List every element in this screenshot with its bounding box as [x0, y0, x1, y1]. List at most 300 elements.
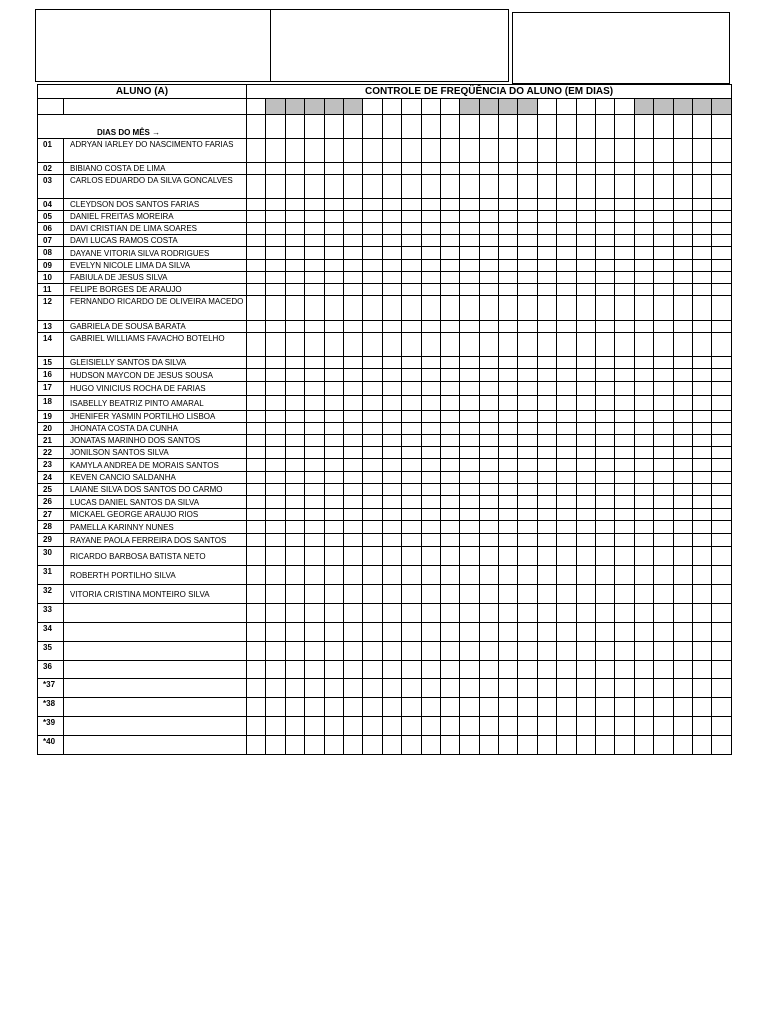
attendance-cell[interactable] — [402, 396, 421, 411]
attendance-cell[interactable] — [363, 211, 382, 223]
attendance-cell[interactable] — [673, 698, 692, 717]
attendance-cell[interactable] — [518, 604, 537, 623]
attendance-cell[interactable] — [402, 175, 421, 199]
attendance-cell[interactable] — [634, 223, 653, 235]
attendance-cell[interactable] — [382, 679, 401, 698]
attendance-cell[interactable] — [343, 211, 362, 223]
attendance-cell[interactable] — [518, 199, 537, 211]
attendance-cell[interactable] — [692, 496, 711, 509]
attendance-cell[interactable] — [537, 175, 556, 199]
attendance-cell[interactable] — [654, 357, 673, 369]
attendance-cell[interactable] — [712, 369, 732, 382]
attendance-cell[interactable] — [421, 717, 440, 736]
attendance-cell[interactable] — [343, 447, 362, 459]
attendance-cell[interactable] — [537, 459, 556, 472]
attendance-cell[interactable] — [285, 423, 304, 435]
attendance-cell[interactable] — [596, 642, 615, 661]
attendance-cell[interactable] — [421, 382, 440, 396]
attendance-cell[interactable] — [537, 272, 556, 284]
attendance-cell[interactable] — [692, 484, 711, 496]
attendance-cell[interactable] — [285, 642, 304, 661]
attendance-cell[interactable] — [576, 396, 595, 411]
attendance-cell[interactable] — [343, 284, 362, 296]
attendance-cell[interactable] — [692, 698, 711, 717]
attendance-cell[interactable] — [324, 566, 343, 585]
attendance-cell[interactable] — [557, 623, 576, 642]
attendance-cell[interactable] — [363, 333, 382, 357]
attendance-cell[interactable] — [576, 411, 595, 423]
attendance-cell[interactable] — [440, 736, 459, 755]
attendance-cell[interactable] — [285, 211, 304, 223]
attendance-cell[interactable] — [382, 642, 401, 661]
attendance-cell[interactable] — [537, 509, 556, 521]
attendance-cell[interactable] — [576, 585, 595, 604]
attendance-cell[interactable] — [440, 521, 459, 534]
attendance-cell[interactable] — [421, 623, 440, 642]
attendance-cell[interactable] — [382, 211, 401, 223]
day-number-cell[interactable] — [382, 115, 401, 139]
attendance-cell[interactable] — [557, 260, 576, 272]
attendance-cell[interactable] — [673, 284, 692, 296]
attendance-cell[interactable] — [673, 175, 692, 199]
attendance-cell[interactable] — [266, 296, 285, 321]
attendance-cell[interactable] — [402, 661, 421, 679]
attendance-cell[interactable] — [343, 260, 362, 272]
attendance-cell[interactable] — [343, 566, 362, 585]
attendance-cell[interactable] — [673, 211, 692, 223]
attendance-cell[interactable] — [576, 484, 595, 496]
attendance-cell[interactable] — [421, 604, 440, 623]
attendance-cell[interactable] — [712, 235, 732, 247]
attendance-cell[interactable] — [673, 521, 692, 534]
attendance-cell[interactable] — [440, 260, 459, 272]
attendance-cell[interactable] — [557, 321, 576, 333]
attendance-cell[interactable] — [692, 296, 711, 321]
attendance-cell[interactable] — [557, 736, 576, 755]
attendance-cell[interactable] — [596, 369, 615, 382]
attendance-cell[interactable] — [305, 717, 324, 736]
attendance-cell[interactable] — [363, 534, 382, 547]
attendance-cell[interactable] — [673, 369, 692, 382]
attendance-cell[interactable] — [576, 521, 595, 534]
attendance-cell[interactable] — [654, 211, 673, 223]
attendance-cell[interactable] — [402, 509, 421, 521]
attendance-cell[interactable] — [324, 260, 343, 272]
attendance-cell[interactable] — [692, 566, 711, 585]
attendance-cell[interactable] — [634, 534, 653, 547]
attendance-cell[interactable] — [576, 284, 595, 296]
attendance-cell[interactable] — [266, 521, 285, 534]
attendance-cell[interactable] — [673, 333, 692, 357]
attendance-cell[interactable] — [518, 321, 537, 333]
attendance-cell[interactable] — [305, 435, 324, 447]
attendance-cell[interactable] — [305, 642, 324, 661]
attendance-cell[interactable] — [382, 382, 401, 396]
attendance-cell[interactable] — [382, 235, 401, 247]
attendance-cell[interactable] — [460, 139, 479, 163]
attendance-cell[interactable] — [343, 534, 362, 547]
attendance-cell[interactable] — [440, 423, 459, 435]
attendance-cell[interactable] — [440, 547, 459, 566]
attendance-cell[interactable] — [557, 247, 576, 260]
attendance-cell[interactable] — [440, 585, 459, 604]
attendance-cell[interactable] — [247, 566, 266, 585]
attendance-cell[interactable] — [576, 199, 595, 211]
attendance-cell[interactable] — [305, 139, 324, 163]
attendance-cell[interactable] — [557, 296, 576, 321]
attendance-cell[interactable] — [440, 175, 459, 199]
attendance-cell[interactable] — [460, 411, 479, 423]
attendance-cell[interactable] — [363, 247, 382, 260]
attendance-cell[interactable] — [382, 484, 401, 496]
attendance-cell[interactable] — [596, 235, 615, 247]
attendance-cell[interactable] — [421, 247, 440, 260]
attendance-cell[interactable] — [440, 534, 459, 547]
attendance-cell[interactable] — [596, 447, 615, 459]
attendance-cell[interactable] — [673, 199, 692, 211]
attendance-cell[interactable] — [615, 435, 634, 447]
attendance-cell[interactable] — [343, 223, 362, 235]
attendance-cell[interactable] — [343, 717, 362, 736]
attendance-cell[interactable] — [285, 547, 304, 566]
attendance-cell[interactable] — [673, 459, 692, 472]
attendance-cell[interactable] — [712, 717, 732, 736]
attendance-cell[interactable] — [499, 382, 518, 396]
attendance-cell[interactable] — [634, 357, 653, 369]
attendance-cell[interactable] — [285, 333, 304, 357]
attendance-cell[interactable] — [324, 223, 343, 235]
attendance-cell[interactable] — [382, 139, 401, 163]
attendance-cell[interactable] — [557, 585, 576, 604]
attendance-cell[interactable] — [634, 623, 653, 642]
attendance-cell[interactable] — [460, 235, 479, 247]
attendance-cell[interactable] — [615, 139, 634, 163]
attendance-cell[interactable] — [479, 642, 498, 661]
attendance-cell[interactable] — [363, 642, 382, 661]
attendance-cell[interactable] — [537, 247, 556, 260]
attendance-cell[interactable] — [363, 369, 382, 382]
attendance-cell[interactable] — [479, 211, 498, 223]
attendance-cell[interactable] — [343, 163, 362, 175]
attendance-cell[interactable] — [382, 566, 401, 585]
attendance-cell[interactable] — [479, 163, 498, 175]
attendance-cell[interactable] — [712, 333, 732, 357]
attendance-cell[interactable] — [421, 698, 440, 717]
attendance-cell[interactable] — [692, 369, 711, 382]
attendance-cell[interactable] — [479, 382, 498, 396]
attendance-cell[interactable] — [673, 321, 692, 333]
attendance-cell[interactable] — [615, 396, 634, 411]
attendance-cell[interactable] — [382, 247, 401, 260]
attendance-cell[interactable] — [518, 423, 537, 435]
attendance-cell[interactable] — [499, 496, 518, 509]
attendance-cell[interactable] — [421, 585, 440, 604]
attendance-cell[interactable] — [402, 411, 421, 423]
attendance-cell[interactable] — [247, 223, 266, 235]
attendance-cell[interactable] — [440, 247, 459, 260]
attendance-cell[interactable] — [440, 717, 459, 736]
attendance-cell[interactable] — [247, 357, 266, 369]
attendance-cell[interactable] — [634, 235, 653, 247]
attendance-cell[interactable] — [305, 423, 324, 435]
attendance-cell[interactable] — [654, 139, 673, 163]
attendance-cell[interactable] — [499, 459, 518, 472]
attendance-cell[interactable] — [479, 369, 498, 382]
attendance-cell[interactable] — [305, 661, 324, 679]
attendance-cell[interactable] — [692, 642, 711, 661]
attendance-cell[interactable] — [634, 679, 653, 698]
attendance-cell[interactable] — [402, 321, 421, 333]
day-number-cell[interactable] — [285, 115, 304, 139]
attendance-cell[interactable] — [692, 472, 711, 484]
attendance-cell[interactable] — [654, 459, 673, 472]
attendance-cell[interactable] — [557, 211, 576, 223]
attendance-cell[interactable] — [363, 566, 382, 585]
attendance-cell[interactable] — [421, 199, 440, 211]
attendance-cell[interactable] — [343, 698, 362, 717]
attendance-cell[interactable] — [324, 736, 343, 755]
attendance-cell[interactable] — [557, 661, 576, 679]
attendance-cell[interactable] — [596, 247, 615, 260]
attendance-cell[interactable] — [692, 211, 711, 223]
attendance-cell[interactable] — [654, 717, 673, 736]
day-number-cell[interactable] — [324, 115, 343, 139]
attendance-cell[interactable] — [596, 459, 615, 472]
attendance-cell[interactable] — [266, 396, 285, 411]
attendance-cell[interactable] — [712, 382, 732, 396]
attendance-cell[interactable] — [634, 604, 653, 623]
day-number-cell[interactable] — [363, 115, 382, 139]
attendance-cell[interactable] — [596, 199, 615, 211]
attendance-cell[interactable] — [460, 717, 479, 736]
attendance-cell[interactable] — [654, 333, 673, 357]
attendance-cell[interactable] — [712, 736, 732, 755]
attendance-cell[interactable] — [557, 447, 576, 459]
attendance-cell[interactable] — [499, 447, 518, 459]
attendance-cell[interactable] — [518, 642, 537, 661]
attendance-cell[interactable] — [285, 272, 304, 284]
attendance-cell[interactable] — [692, 585, 711, 604]
attendance-cell[interactable] — [654, 736, 673, 755]
attendance-cell[interactable] — [247, 435, 266, 447]
attendance-cell[interactable] — [479, 496, 498, 509]
attendance-cell[interactable] — [363, 585, 382, 604]
attendance-cell[interactable] — [324, 472, 343, 484]
attendance-cell[interactable] — [402, 235, 421, 247]
attendance-cell[interactable] — [247, 623, 266, 642]
attendance-cell[interactable] — [654, 534, 673, 547]
attendance-cell[interactable] — [712, 566, 732, 585]
attendance-cell[interactable] — [440, 139, 459, 163]
attendance-cell[interactable] — [479, 484, 498, 496]
attendance-cell[interactable] — [460, 585, 479, 604]
attendance-cell[interactable] — [363, 296, 382, 321]
attendance-cell[interactable] — [576, 698, 595, 717]
attendance-cell[interactable] — [518, 211, 537, 223]
attendance-cell[interactable] — [247, 509, 266, 521]
attendance-cell[interactable] — [343, 369, 362, 382]
attendance-cell[interactable] — [421, 321, 440, 333]
attendance-cell[interactable] — [285, 369, 304, 382]
attendance-cell[interactable] — [363, 382, 382, 396]
attendance-cell[interactable] — [596, 260, 615, 272]
attendance-cell[interactable] — [537, 534, 556, 547]
attendance-cell[interactable] — [382, 521, 401, 534]
attendance-cell[interactable] — [537, 235, 556, 247]
attendance-cell[interactable] — [285, 496, 304, 509]
attendance-cell[interactable] — [518, 369, 537, 382]
attendance-cell[interactable] — [305, 369, 324, 382]
attendance-cell[interactable] — [266, 736, 285, 755]
attendance-cell[interactable] — [440, 566, 459, 585]
attendance-cell[interactable] — [324, 369, 343, 382]
attendance-cell[interactable] — [382, 369, 401, 382]
attendance-cell[interactable] — [324, 459, 343, 472]
attendance-cell[interactable] — [266, 411, 285, 423]
attendance-cell[interactable] — [654, 623, 673, 642]
attendance-cell[interactable] — [305, 411, 324, 423]
attendance-cell[interactable] — [402, 139, 421, 163]
attendance-cell[interactable] — [692, 235, 711, 247]
attendance-cell[interactable] — [712, 435, 732, 447]
attendance-cell[interactable] — [596, 423, 615, 435]
attendance-cell[interactable] — [247, 411, 266, 423]
attendance-cell[interactable] — [692, 411, 711, 423]
attendance-cell[interactable] — [421, 459, 440, 472]
attendance-cell[interactable] — [692, 604, 711, 623]
attendance-cell[interactable] — [247, 163, 266, 175]
attendance-cell[interactable] — [285, 534, 304, 547]
attendance-cell[interactable] — [247, 496, 266, 509]
attendance-cell[interactable] — [712, 175, 732, 199]
attendance-cell[interactable] — [266, 435, 285, 447]
attendance-cell[interactable] — [576, 547, 595, 566]
attendance-cell[interactable] — [402, 260, 421, 272]
attendance-cell[interactable] — [343, 585, 362, 604]
attendance-cell[interactable] — [712, 411, 732, 423]
attendance-cell[interactable] — [499, 247, 518, 260]
attendance-cell[interactable] — [615, 235, 634, 247]
attendance-cell[interactable] — [460, 260, 479, 272]
attendance-cell[interactable] — [363, 284, 382, 296]
attendance-cell[interactable] — [285, 717, 304, 736]
attendance-cell[interactable] — [343, 247, 362, 260]
attendance-cell[interactable] — [537, 296, 556, 321]
attendance-cell[interactable] — [557, 199, 576, 211]
attendance-cell[interactable] — [402, 447, 421, 459]
attendance-cell[interactable] — [499, 272, 518, 284]
attendance-cell[interactable] — [615, 321, 634, 333]
attendance-cell[interactable] — [324, 321, 343, 333]
attendance-cell[interactable] — [479, 199, 498, 211]
attendance-cell[interactable] — [596, 736, 615, 755]
attendance-cell[interactable] — [324, 521, 343, 534]
attendance-cell[interactable] — [402, 717, 421, 736]
attendance-cell[interactable] — [596, 623, 615, 642]
attendance-cell[interactable] — [479, 272, 498, 284]
attendance-cell[interactable] — [285, 260, 304, 272]
attendance-cell[interactable] — [499, 623, 518, 642]
attendance-cell[interactable] — [576, 235, 595, 247]
attendance-cell[interactable] — [518, 698, 537, 717]
attendance-cell[interactable] — [285, 509, 304, 521]
attendance-cell[interactable] — [499, 661, 518, 679]
attendance-cell[interactable] — [673, 272, 692, 284]
attendance-cell[interactable] — [518, 435, 537, 447]
attendance-cell[interactable] — [557, 521, 576, 534]
attendance-cell[interactable] — [343, 661, 362, 679]
attendance-cell[interactable] — [421, 661, 440, 679]
attendance-cell[interactable] — [247, 247, 266, 260]
attendance-cell[interactable] — [363, 509, 382, 521]
attendance-cell[interactable] — [518, 284, 537, 296]
attendance-cell[interactable] — [518, 459, 537, 472]
day-number-cell[interactable] — [712, 115, 732, 139]
attendance-cell[interactable] — [266, 357, 285, 369]
attendance-cell[interactable] — [576, 321, 595, 333]
attendance-cell[interactable] — [460, 199, 479, 211]
attendance-cell[interactable] — [499, 411, 518, 423]
attendance-cell[interactable] — [712, 284, 732, 296]
attendance-cell[interactable] — [402, 382, 421, 396]
attendance-cell[interactable] — [499, 698, 518, 717]
attendance-cell[interactable] — [421, 175, 440, 199]
attendance-cell[interactable] — [305, 534, 324, 547]
attendance-cell[interactable] — [576, 736, 595, 755]
attendance-cell[interactable] — [324, 357, 343, 369]
attendance-cell[interactable] — [576, 459, 595, 472]
attendance-cell[interactable] — [615, 272, 634, 284]
attendance-cell[interactable] — [324, 411, 343, 423]
attendance-cell[interactable] — [479, 698, 498, 717]
attendance-cell[interactable] — [518, 223, 537, 235]
attendance-cell[interactable] — [402, 369, 421, 382]
attendance-cell[interactable] — [324, 272, 343, 284]
attendance-cell[interactable] — [557, 459, 576, 472]
attendance-cell[interactable] — [518, 247, 537, 260]
attendance-cell[interactable] — [440, 509, 459, 521]
attendance-cell[interactable] — [692, 435, 711, 447]
attendance-cell[interactable] — [596, 223, 615, 235]
attendance-cell[interactable] — [692, 223, 711, 235]
attendance-cell[interactable] — [460, 459, 479, 472]
attendance-cell[interactable] — [692, 175, 711, 199]
attendance-cell[interactable] — [460, 357, 479, 369]
attendance-cell[interactable] — [596, 534, 615, 547]
day-number-cell[interactable] — [673, 115, 692, 139]
attendance-cell[interactable] — [499, 435, 518, 447]
day-number-cell[interactable] — [615, 115, 634, 139]
attendance-cell[interactable] — [518, 382, 537, 396]
attendance-cell[interactable] — [460, 534, 479, 547]
attendance-cell[interactable] — [402, 272, 421, 284]
attendance-cell[interactable] — [518, 534, 537, 547]
attendance-cell[interactable] — [382, 472, 401, 484]
attendance-cell[interactable] — [324, 509, 343, 521]
attendance-cell[interactable] — [343, 547, 362, 566]
attendance-cell[interactable] — [266, 566, 285, 585]
attendance-cell[interactable] — [382, 223, 401, 235]
attendance-cell[interactable] — [247, 296, 266, 321]
attendance-cell[interactable] — [247, 235, 266, 247]
attendance-cell[interactable] — [363, 235, 382, 247]
attendance-cell[interactable] — [673, 296, 692, 321]
attendance-cell[interactable] — [343, 604, 362, 623]
attendance-cell[interactable] — [673, 382, 692, 396]
attendance-cell[interactable] — [479, 717, 498, 736]
attendance-cell[interactable] — [266, 175, 285, 199]
attendance-cell[interactable] — [499, 235, 518, 247]
